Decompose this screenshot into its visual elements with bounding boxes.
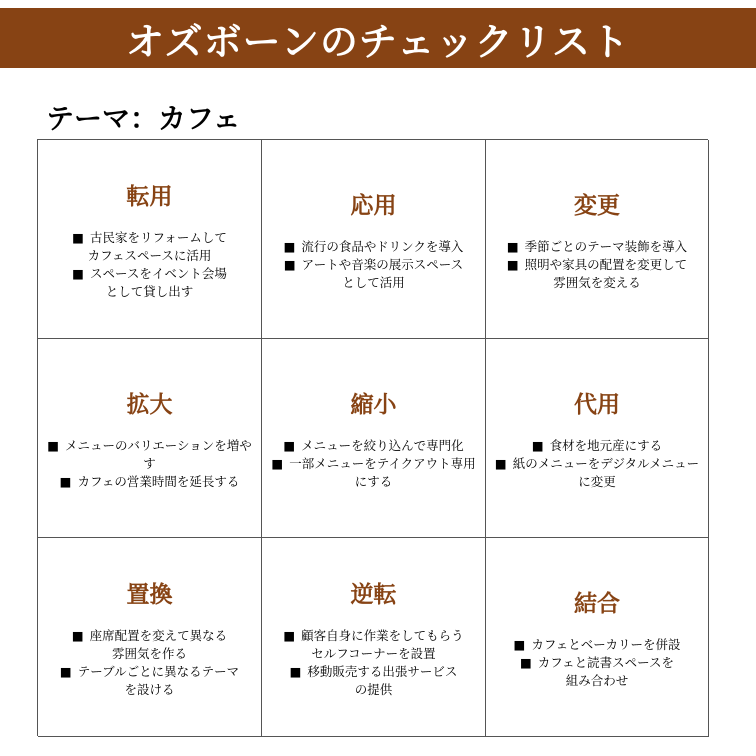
cell-item-list [284,238,464,292]
cell-title: 縮小 [350,391,397,418]
checklist-cell [262,538,486,737]
cell-item-line [271,473,475,491]
cell-item-line [271,437,475,455]
cell-item-line [284,274,464,292]
checklist-cell [262,339,486,538]
cell-item-text: 組み合わせ [565,672,629,688]
checklist-cell [38,538,262,737]
checklist-cell [486,538,709,737]
cell-item-line [284,238,464,256]
cell-item-text: カフェとベーカリーを併設 [531,636,681,652]
cell-item-text: 季節ごとのテーマ装飾を導入 [524,238,688,254]
cell-item-text: カフェの営業時間を延長する [77,473,240,489]
square-bullet-icon: ■ [59,663,72,679]
cell-item-text: メニューを絞り込んで専門化 [301,437,464,453]
checklist-cell [262,140,486,339]
cell-item-line [283,627,463,645]
square-bullet-icon: ■ [519,654,532,670]
cell-item-line [44,473,255,491]
cell-item-line [72,265,227,283]
cell-item-text: 雰囲気を変える [553,274,641,290]
square-bullet-icon: ■ [59,473,72,489]
cell-title: 置換 [126,581,173,608]
cell-item-list [60,627,239,699]
cell-item-line [60,645,239,663]
cell-item-line [495,437,699,455]
cell-item-text: 雰囲気を作る [111,645,187,661]
cell-item-line [495,455,699,473]
cell-item-text: 流行の食品やドリンクを導入 [301,238,464,254]
cell-item-list [495,437,699,491]
cell-item-line [271,455,475,473]
cell-item-text: 顧客自身に作業をしてもらう [301,627,464,643]
cell-item-text: に変更 [578,473,616,489]
page-title: オズボーンのチェックリスト [126,19,630,64]
cell-item-line [72,247,227,265]
cell-title: 代用 [574,391,620,418]
theme-label: テーマ：カフェ [46,102,241,135]
cell-item-text: カフェスペースに活用 [87,247,212,263]
checklist-cell [38,339,262,538]
cell-item-text: セルフコーナーを設置 [311,645,436,661]
cell-item-text: 紙のメニューをデジタルメニュー [512,455,700,471]
cell-item-line [514,636,681,654]
cell-item-line [507,256,687,274]
cell-item-list [44,437,255,491]
cell-item-line [507,238,687,256]
cell-item-line [514,654,681,672]
cell-item-text: メニューのバリエーションを増やす [65,437,252,471]
cell-title: 拡大 [126,391,173,418]
cell-item-line [44,437,255,473]
square-bullet-icon: ■ [271,455,284,471]
cell-item-line [60,627,239,645]
cell-item-text: テーブルごとに異なるテーマ [77,663,240,679]
square-bullet-icon: ■ [531,437,544,453]
cell-item-line [72,283,227,301]
square-bullet-icon: ■ [72,265,84,281]
cell-item-text: 古民家をリフォームして [89,229,227,245]
square-bullet-icon: ■ [506,256,519,272]
cell-item-text: スペースをイベント会場 [89,265,227,281]
cell-item-list [507,238,687,292]
title-banner [0,8,756,68]
cell-item-line [60,681,239,699]
cell-item-line [283,663,463,681]
cell-item-list [72,229,227,301]
square-bullet-icon: ■ [494,455,507,471]
cell-item-line [284,256,464,274]
cell-item-list [271,437,475,491]
square-bullet-icon: ■ [506,238,519,254]
cell-item-text: 食材を地元産にする [549,437,663,453]
cell-item-text: 移動販売する出張サービス [307,663,458,679]
cell-title: 結合 [574,590,620,617]
cell-item-list [514,636,681,690]
cell-item-line [283,681,463,699]
square-bullet-icon: ■ [283,238,296,254]
cell-item-line [514,672,681,690]
square-bullet-icon: ■ [283,256,296,272]
cell-item-text: 照明や家具の配置を変更して [524,256,688,272]
cell-title: 変更 [574,192,620,219]
checklist-grid [37,139,708,736]
cell-title: 逆転 [350,581,397,608]
square-bullet-icon: ■ [513,636,526,652]
cell-item-text: の提供 [354,681,393,697]
square-bullet-icon: ■ [72,229,84,245]
cell-item-line [60,663,239,681]
cell-item-text: にする [354,473,393,489]
square-bullet-icon: ■ [71,627,84,643]
cell-item-text: アートや音楽の展示スペース [301,256,464,272]
cell-item-line [507,274,687,292]
cell-item-text: 一部メニューをテイクアウト専用 [289,455,476,471]
cell-item-text: カフェと読書スペースを [537,654,675,670]
cell-item-text: 座席配置を変えて異なる [89,627,228,643]
square-bullet-icon: ■ [283,437,296,453]
checklist-cell [486,339,709,538]
square-bullet-icon: ■ [283,627,296,643]
cell-item-text: として貸し出す [105,283,194,299]
cell-item-text: を設ける [124,681,175,697]
cell-item-line [72,229,227,247]
cell-item-line [495,473,699,491]
checklist-cell [38,140,262,339]
cell-title: 転用 [126,183,173,210]
cell-title: 応用 [350,192,397,219]
cell-item-line [283,645,463,663]
cell-item-list [283,627,463,699]
cell-item-text: として活用 [342,274,405,290]
square-bullet-icon: ■ [47,437,60,453]
square-bullet-icon: ■ [289,663,302,679]
checklist-cell [486,140,709,339]
